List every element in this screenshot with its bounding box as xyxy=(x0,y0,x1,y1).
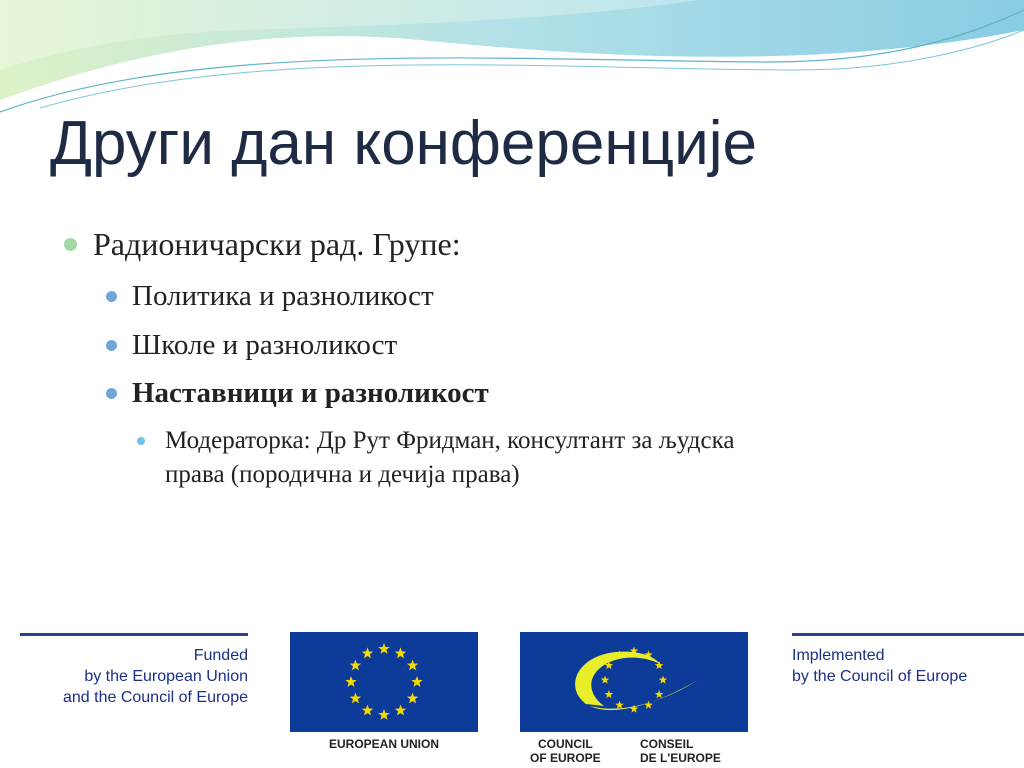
bullet-level2-schools xyxy=(106,329,397,362)
bullet-text-line1: Модераторка: Др Рут Фридман, консултант за људска xyxy=(165,427,735,454)
bullet-level1 xyxy=(64,226,461,263)
implemented-line1: Implemented xyxy=(792,647,885,664)
funded-by-text xyxy=(0,645,248,708)
bullet-text: Школе и разноликост xyxy=(132,329,398,361)
funded-line3: and the Council of Europe xyxy=(62,689,248,706)
bullet-level3-moderator xyxy=(137,424,734,492)
bullet-dot-icon xyxy=(137,437,145,445)
bullet-level2-teachers xyxy=(106,377,489,410)
header-wave-decoration xyxy=(0,0,1024,120)
council-of-europe-logo xyxy=(520,632,748,732)
bullet-text: Наставници и разноликост xyxy=(132,377,489,409)
bullet-dot-icon xyxy=(106,388,117,399)
coe-caption-en xyxy=(530,737,601,765)
bullet-dot-icon xyxy=(106,291,117,302)
bullet-dot-icon xyxy=(106,340,117,351)
coe-caption-fr xyxy=(640,737,721,765)
bullet-text-block xyxy=(165,424,734,492)
eu-flag-logo xyxy=(290,632,478,732)
funded-line2: by the European Union xyxy=(84,668,248,685)
coe-caption-en-line1: COUNCIL xyxy=(538,737,593,751)
bullet-text: Политика и разноликост xyxy=(132,280,434,312)
coe-caption-fr-line2: DE L'EUROPE xyxy=(640,751,721,765)
implemented-by-text xyxy=(792,645,967,687)
footer-rule-left xyxy=(20,633,248,636)
footer-rule-right xyxy=(792,633,1024,636)
slide-title: Други дан конференције xyxy=(50,109,758,178)
funded-line1: Funded xyxy=(193,647,248,664)
bullet-dot-icon xyxy=(64,238,77,251)
bullet-text-line2: права (породична и дечија права) xyxy=(165,461,520,488)
bullet-level2-politics xyxy=(106,280,434,313)
implemented-line2: by the Council of Europe xyxy=(792,668,968,685)
coe-caption-fr-line1: CONSEIL xyxy=(640,737,694,751)
bullet-text: Радионичарски рад. Групе: xyxy=(93,226,461,262)
coe-caption-en-line2: OF EUROPE xyxy=(530,751,601,765)
eu-caption: EUROPEAN UNION xyxy=(328,737,439,751)
